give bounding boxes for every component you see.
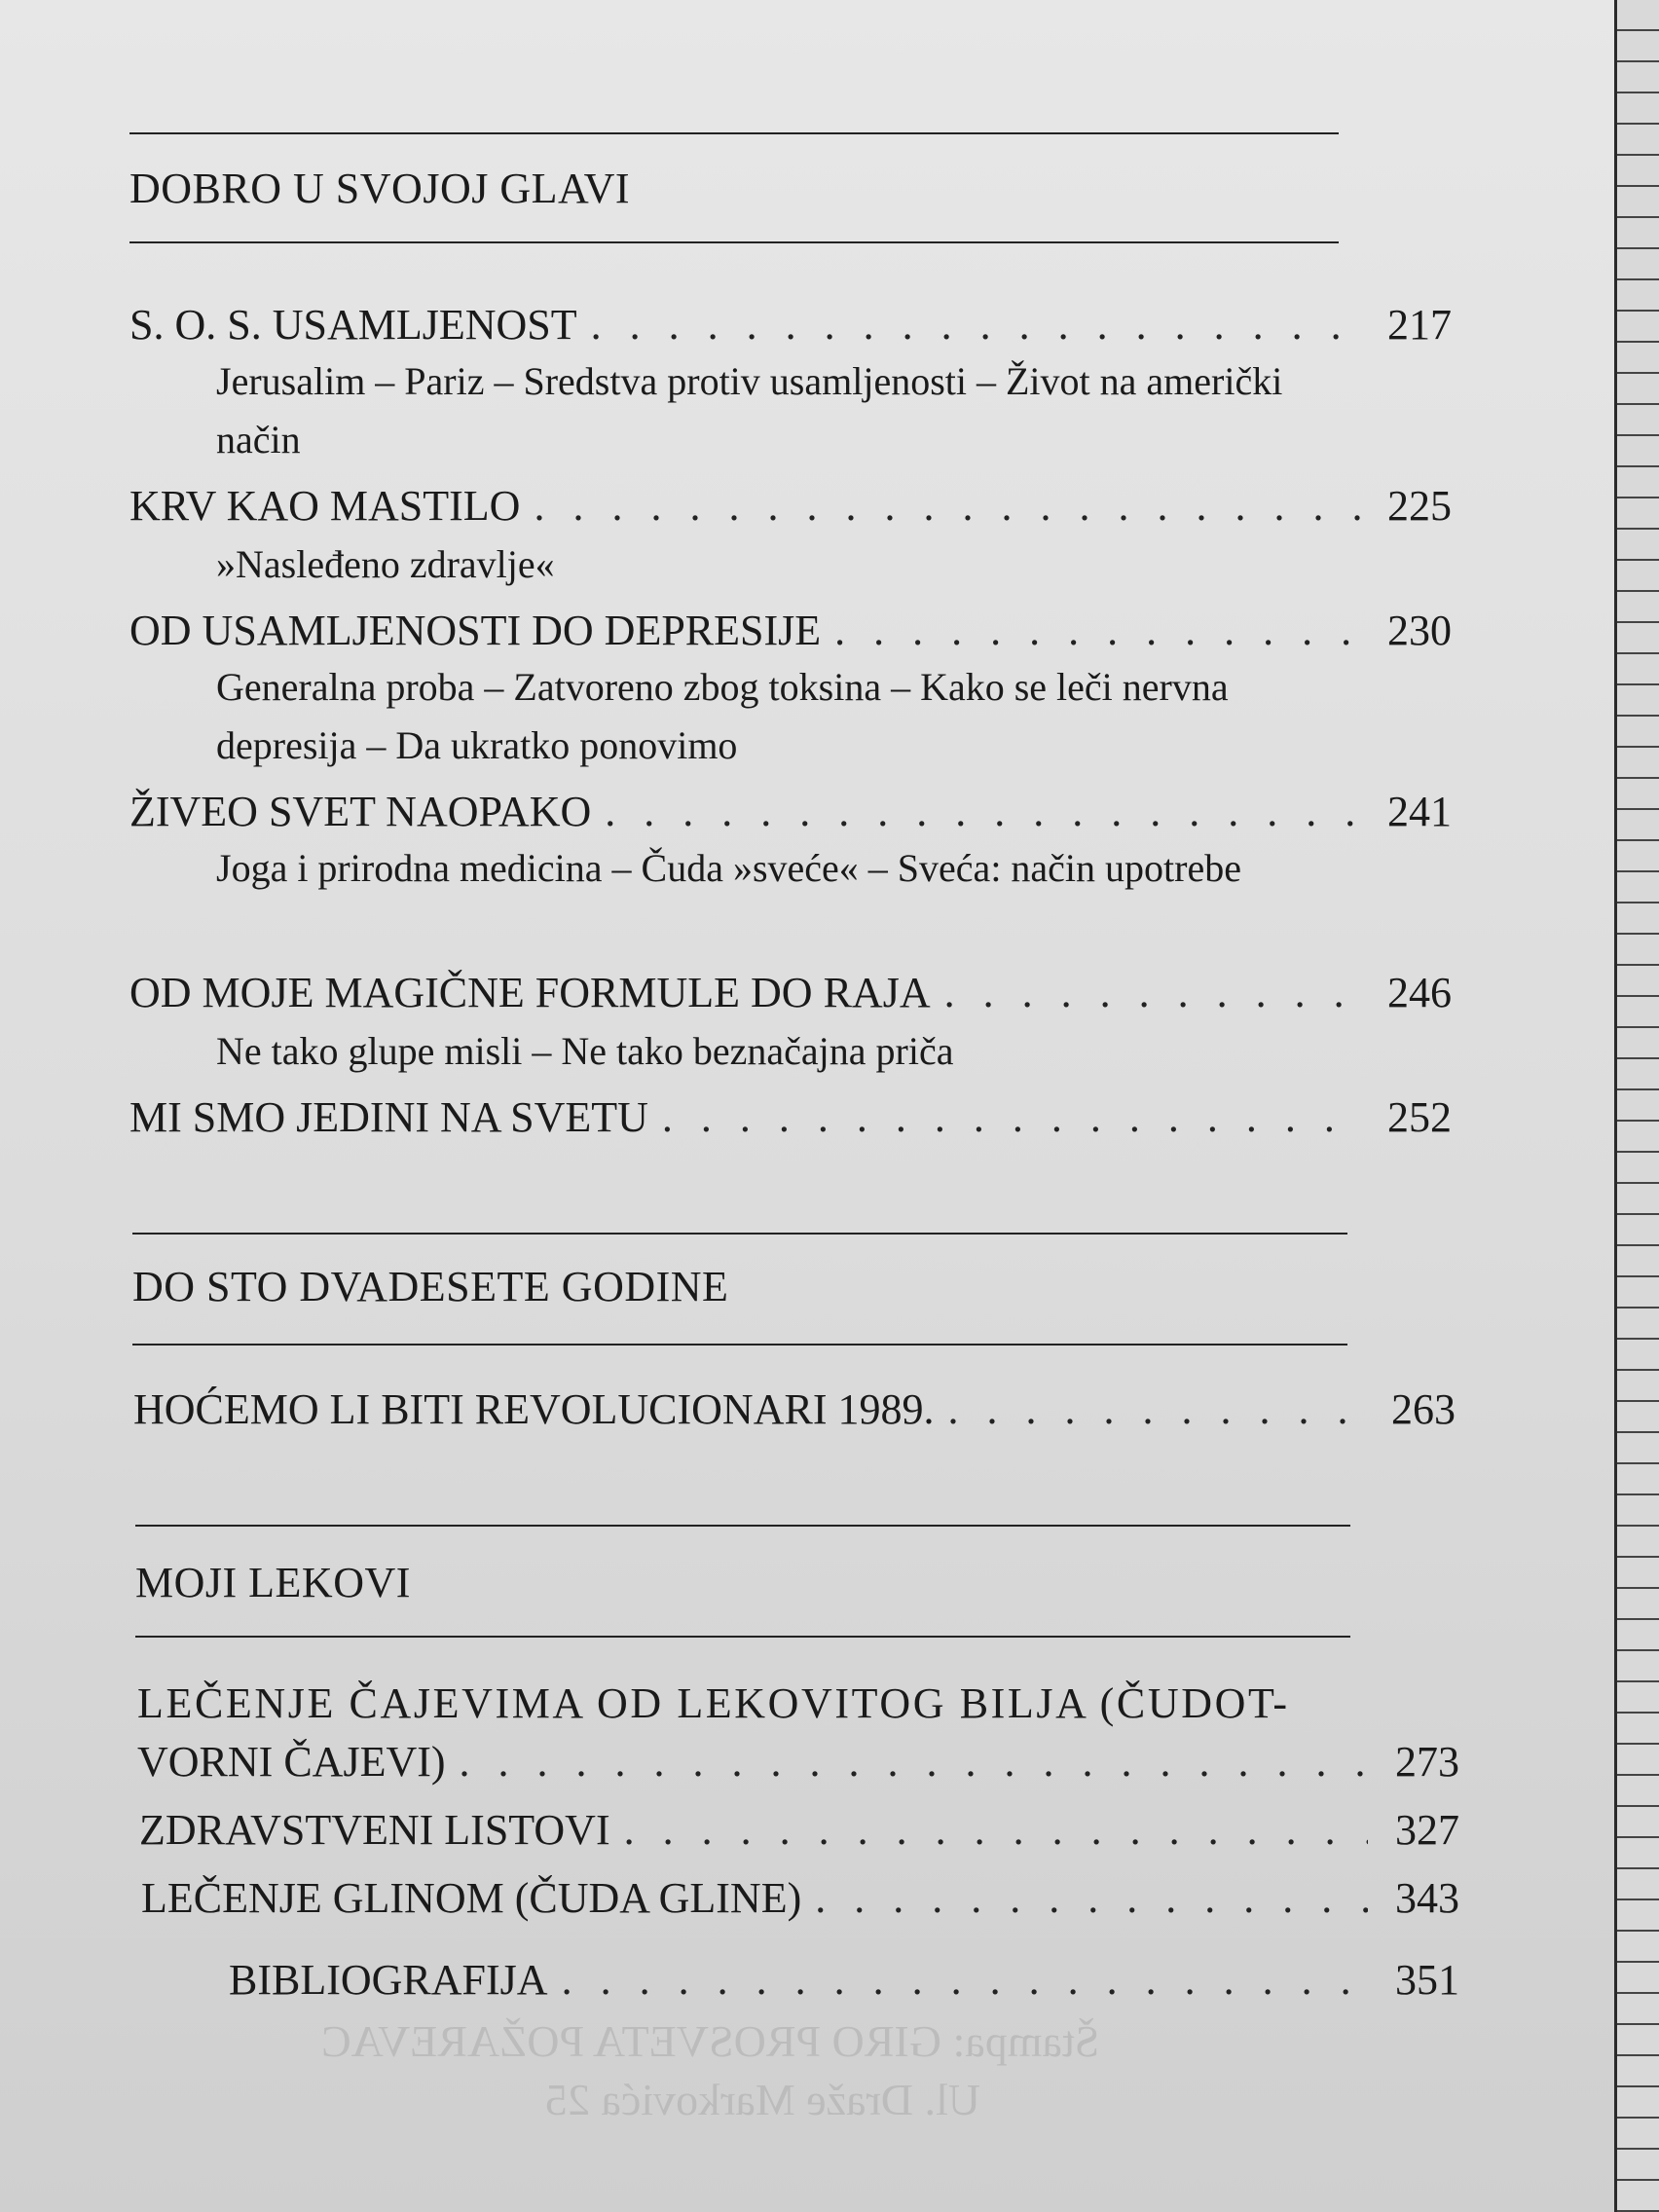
leader-dots [591, 300, 1360, 350]
toc-entry-title: HOĆEMO LI BITI REVOLUCIONARI 1989. [133, 1385, 935, 1433]
section-2-top-rule [132, 1233, 1347, 1235]
toc-entry-title: LEČENJE GLINOM (ČUDA GLINE) [141, 1874, 802, 1922]
toc-entry-title: ŽIVEO SVET NAOPAKO [129, 788, 592, 835]
section-1-title: DOBRO U SVOJOJ GLAVI [129, 165, 631, 212]
toc-entry-title: KRV KAO MASTILO [129, 482, 521, 530]
toc-entry-page: 241 [1387, 788, 1452, 835]
toc-entry-subtopics: Joga i prirodna medicina – Čuda »sveće« – Sveća: način upotrebe [216, 846, 1241, 890]
section-3-title: MOJI LEKOVI [135, 1559, 411, 1606]
leader-dots [944, 968, 1360, 1017]
section-2-bottom-rule [132, 1344, 1347, 1346]
toc-entry[interactable] [141, 1873, 1459, 1923]
toc-entry-title: OD MOJE MAGIČNE FORMULE DO RAJA [129, 969, 931, 1016]
toc-entry-title: S. O. S. USAMLJENOST [129, 301, 577, 349]
toc-entry[interactable] [137, 1737, 1459, 1787]
toc-entry[interactable] [139, 1805, 1459, 1855]
section-3-top-rule [135, 1525, 1350, 1527]
toc-entry-subtopics: Ne tako glupe misli – Ne tako beznačajna priča [216, 1029, 954, 1073]
leader-dots [534, 481, 1360, 531]
leader-dots [662, 1092, 1360, 1142]
toc-entry-page: 273 [1395, 1738, 1459, 1786]
toc-entry-title: BIBLIOGRAFIJA [229, 1956, 548, 2004]
toc-entry-page: 351 [1395, 1956, 1459, 2004]
section-2-title: DO STO DVADESETE GODINE [132, 1263, 729, 1310]
leader-dots [948, 1384, 1365, 1434]
section-3-bottom-rule [135, 1636, 1350, 1638]
toc-entry-title: OD USAMLJENOSTI DO DEPRESIJE [129, 607, 822, 654]
leader-dots [605, 787, 1360, 836]
toc-entry-page: 246 [1387, 969, 1452, 1016]
toc-entry-page: 343 [1395, 1874, 1459, 1922]
leader-dots [624, 1805, 1368, 1855]
toc-entry[interactable] [133, 1384, 1456, 1434]
bleed-through-line-1: Štampa: GIRO PROSVETA POŽAREVAC [321, 2016, 1100, 2066]
toc-entry-subtopics: Generalna proba – Zatvoreno zbog toksina – Kako se leči nervna depresija – Da ukratko ponovimo [216, 665, 1229, 767]
toc-entry-page: 225 [1387, 482, 1452, 530]
leader-dots [562, 1955, 1368, 2005]
toc-entry[interactable] [129, 481, 1452, 531]
toc-entry-subtopics: Jerusalim – Pariz – Sredstva protiv usamljenosti – Život na američki način [216, 359, 1283, 461]
leader-dots [460, 1737, 1368, 1787]
bleed-through-line-2: Ul. Draže Markovića 25 [545, 2075, 981, 2124]
toc-entry[interactable] [229, 1955, 1459, 2005]
toc-entry-title-line-1: LEČENJE ČAJEVIMA OD LEKOVITOG BILJA (ČUDOT- [137, 1679, 1290, 1727]
toc-entry-title: MI SMO JEDINI NA SVETU [129, 1093, 648, 1141]
toc-entry-page: 252 [1387, 1093, 1452, 1141]
section-1-bottom-rule [129, 241, 1339, 243]
toc-entry-subtopics: »Nasleđeno zdravlje« [216, 542, 555, 586]
toc-entry-page: 263 [1391, 1385, 1456, 1433]
toc-entry[interactable] [129, 968, 1452, 1017]
toc-entry-title: VORNI ČAJEVI) [137, 1738, 446, 1786]
toc-entry[interactable] [129, 300, 1452, 350]
toc-entry[interactable] [129, 1092, 1452, 1142]
toc-entry-page: 327 [1395, 1806, 1459, 1854]
page-edge-binding [1614, 0, 1659, 2212]
section-1-top-rule [129, 132, 1339, 134]
leader-dots [815, 1873, 1368, 1923]
toc-entry[interactable] [129, 787, 1452, 836]
toc-entry-page: 217 [1387, 301, 1452, 349]
toc-entry-page: 230 [1387, 607, 1452, 654]
leader-dots [834, 606, 1360, 655]
toc-entry-title: ZDRAVSTVENI LISTOVI [139, 1806, 610, 1854]
toc-entry[interactable] [129, 606, 1452, 655]
